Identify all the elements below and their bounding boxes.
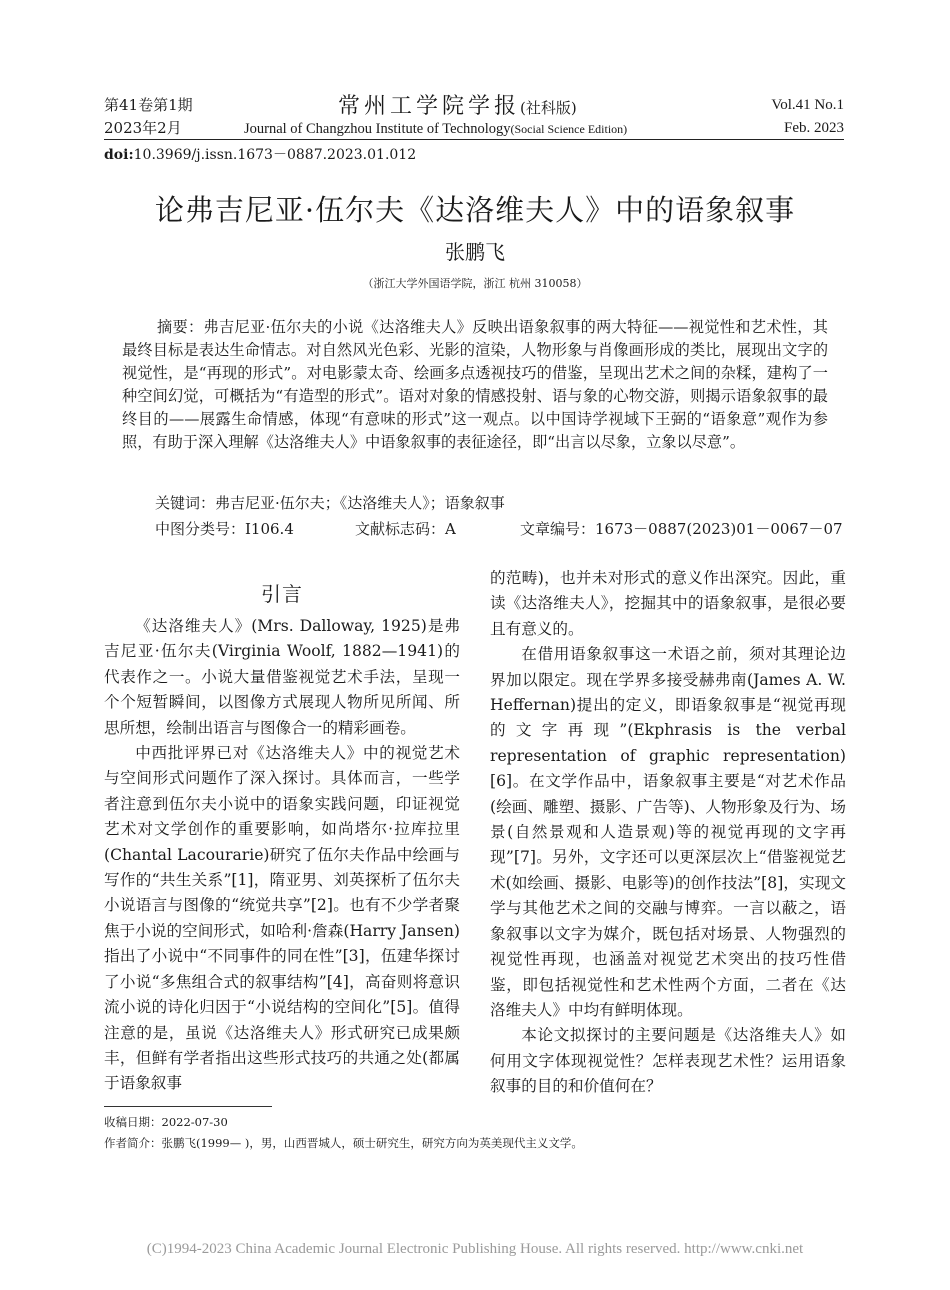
right-column xyxy=(490,566,846,1100)
journal-name-en: Journal of Changzhou Institute of Technology xyxy=(244,121,511,137)
header-rule xyxy=(104,139,844,140)
document-code: 文献标志码：A xyxy=(355,520,456,538)
paragraph-continued: 的范畴)，也并未对形式的意义作出深究。因此，重读《达洛维夫人》，挖掘其中的语象叙事，是很必要且有意义的。 xyxy=(490,569,846,638)
paragraph-questions: 本论文拟探讨的主要问题是《达洛维夫人》如何用文字体现视觉性？怎样表现艺术性？运用语象叙事的目的和价值何在？ xyxy=(490,1026,846,1096)
paragraph-intro-2: 中西批评界已对《达洛维夫人》中的视觉艺术与空间形式问题作了深入探讨。具体而言，一些学者注意到伍尔夫小说中的语象实践问题，印证视觉艺术对文学创作的重要影响，如尚塔尔·拉库拉里(Chantal Lacourarie)研究了伍尔夫作品中绘画与写作的“共生关系”[1]，隋亚男、刘英探析了伍尔夫小说语言与图像的“统觉共享”[2]。也有不少学者聚焦于小说的空间形式，如哈利·詹森(Harry Jansen)指出了小说中“不同事件的同在性”[3]，伍建华探讨了小说“多焦组合式的叙事结构”[4]，高奋则将意识流小说的诗化归因于“小说结构的空间化”[5]。值得注意的是，虽说《达洛维夫人》形式研究已成果颇丰，但鲜有学者指出这些形式技巧的共通之处(都属于语象叙事 xyxy=(104,744,460,1093)
section-title-introduction: 引言 xyxy=(261,582,303,606)
doi-label: doi: xyxy=(104,147,134,163)
article-author: 张鹏飞 xyxy=(445,240,505,264)
doi-value: 10.3969/j.issn.1673－0887.2023.01.012 xyxy=(133,147,417,163)
clc-number: 中图分类号：I106.4 xyxy=(155,520,294,538)
footnote-rule xyxy=(104,1106,272,1107)
article-title: 论弗吉尼亚·伍尔夫《达洛维夫人》中的语象叙事 xyxy=(154,193,796,227)
header-journal-cn xyxy=(338,89,577,120)
journal-name-cn-suffix: (社科版) xyxy=(520,99,577,117)
paragraph-intro-1: 《达洛维夫人》(Mrs. Dalloway, 1925)是弗吉尼亚·伍尔夫(Virginia Woolf, 1882—1941)的代表作之一。小说大量借鉴视觉艺术手法，呈现一个个短暂瞬间，以图像方式展现人物所见所闻、所思所想，绘制出语言与图像合一的精彩画卷。 xyxy=(104,617,460,737)
journal-name-en-suffix: (Social Science Edition) xyxy=(510,122,628,136)
header-volume-issue: 第41卷第1期 xyxy=(104,96,193,114)
doi-line xyxy=(104,146,416,164)
copyright-watermark: (C)1994-2023 China Academic Journal Electronic Publishing House. All rights reserved. http://www.cnki.net xyxy=(146,1241,804,1257)
header-journal-en xyxy=(244,120,627,138)
footnote-author-bio: 作者简介：张鹏飞(1999— )，男，山西晋城人，硕士研究生，研究方向为英美现代主义文学。 xyxy=(104,1136,583,1150)
article-number: 文章编号：1673－0887(2023)01－0067－07 xyxy=(520,520,843,538)
article-affiliation: （浙江大学外国语学院，浙江 杭州 310058） xyxy=(362,277,588,290)
abstract: 摘要：弗吉尼亚·伍尔夫的小说《达洛维夫人》反映出语象叙事的两大特征——视觉性和艺术性，其最终目标是表达生命情志。对自然风光色彩、光影的渲染，人物形象与肖像画形成的类比，展现出文字的视觉性，是“再现的形式”。对电影蒙太奇、绘画多点透视技巧的借鉴，呈现出艺术之间的杂糅，建构了一种空间幻觉，可概括为“有造型的形式”。语对对象的情感投射、语与象的心物交游，则揭示语象叙事的最终目的——展露生命情感，体现“有意味的形式”这一观点。以中国诗学视域下王弼的“语象意”观作为参照，有助于深入理解《达洛维夫人》中语象叙事的表征途径，即“出言以尽象，立象以尽意”。 xyxy=(122,318,828,451)
header-date-en: Feb. 2023 xyxy=(784,120,844,136)
keywords: 关键词：弗吉尼亚·伍尔夫；《达洛维夫人》；语象叙事 xyxy=(155,494,505,512)
left-column xyxy=(104,614,460,1097)
journal-name-cn: 常州工学院学报 xyxy=(338,94,521,119)
header-date-cn: 2023年2月 xyxy=(104,119,182,137)
header-volume-en: Vol.41 No.1 xyxy=(771,97,844,113)
paragraph-definition: 在借用语象叙事这一术语之前，须对其理论边界加以限定。现在学界多接受赫弗南(James A. W. Heffernan)提出的定义，即语象叙事是“视觉再现的文字再现”(Ekphrasis is the verbal representation of graphic representation)[6]。在文学作品中，语象叙事主要是“对艺术作品(绘画、雕塑、摄影、广告等)、人物形象及行为、场景(自然景观和人造景观)等的视觉再现的文字再现”[7]。另外，文字还可以更深层次上“借鉴视觉艺术(如绘画、摄影、电影等)的创作技法”[8]，实现文学与其他艺术之间的交融与博弈。一言以蔽之，语象叙事以文字为媒介，既包括对场景、人物强烈的视觉性再现，也涵盖对视觉艺术突出的技巧性借鉴，即包括视觉性和艺术性两个方面，二者在《达洛维夫人》中均有鲜明体现。 xyxy=(490,645,846,1019)
footnote-received: 收稿日期：2022-07-30 xyxy=(104,1115,228,1129)
